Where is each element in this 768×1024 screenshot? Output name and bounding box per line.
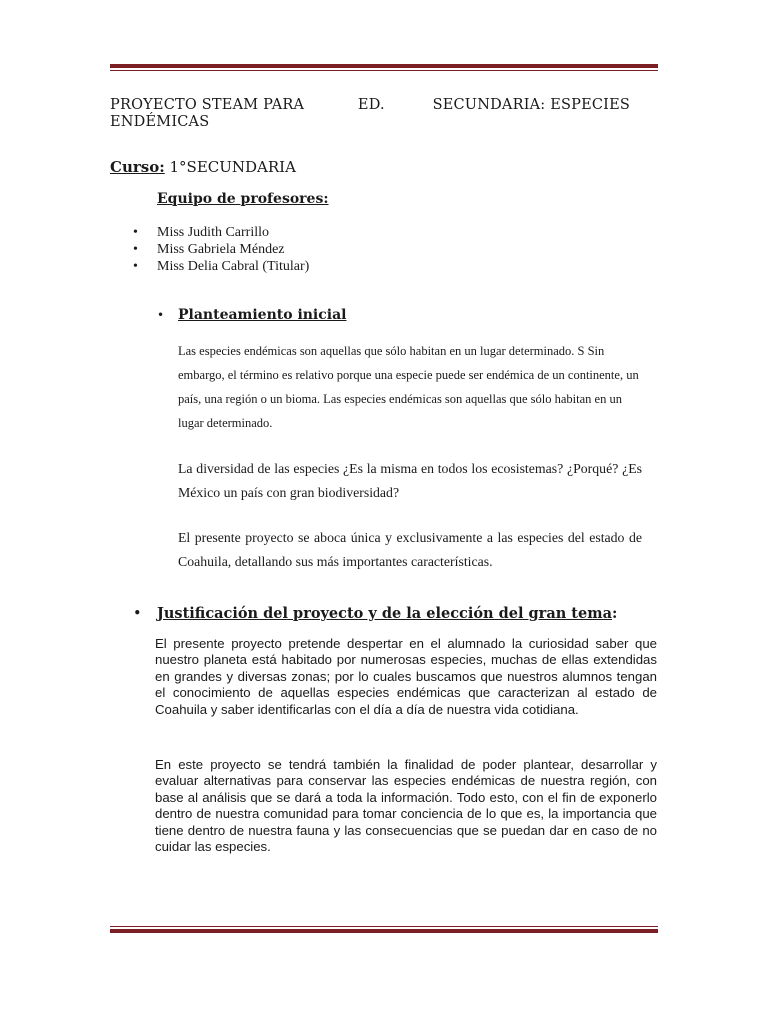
teacher-name: Miss Judith Carrillo (157, 225, 270, 240)
title-line-2: ENDÉMICAS (110, 114, 210, 130)
teachers-list (133, 224, 309, 275)
section-2-heading-line (133, 605, 617, 622)
section-1-heading: Planteamiento inicial (178, 307, 347, 323)
section-2-paragraph-1: El presente proyecto pretende despertar en el alumnado la curiosidad saber que nuestro planeta está habitado por numerosas especies, muchas de ellas extendidas en grandes y diversas zonas; por lo cuales buscamos que nuestros alumnos tengan el conocimiento de aquellas especies endémicas que caracterizan al estado de Coahuila y saber identificarlas con el día a día de nuestra vida cotidiana. (155, 636, 657, 717)
teacher-name: Miss Delia Cabral (Titular) (157, 259, 310, 274)
bullet-icon: • (133, 259, 138, 274)
curso-line (110, 158, 296, 176)
title-part-1: PROYECTO STEAM PARA (110, 97, 305, 113)
bullet-icon: • (133, 606, 142, 622)
document-title (110, 97, 630, 131)
equipo-heading: Equipo de profesores: (157, 191, 329, 207)
section-2-heading: Justificación del proyecto y de la elección del gran tema (157, 605, 612, 622)
section-2-paragraph-2: En este proyecto se tendrá también la finalidad de poder plantear, desarrollar y evaluar alternativas para conservar las especies endémicas de nuestra región, con base al análisis que se dará a toda la información. Todo esto, con el fin de exponerlo dentro de nuestra comunidad para tomar conciencia de lo que es, la importancia que tiene dentro de nuestra fauna y las consecuencias que se puedan dar en caso de no cuidar las especies. (155, 757, 657, 855)
title-part-2: ED. (357, 97, 385, 113)
curso-label: Curso: (110, 158, 165, 176)
teacher-name: Miss Gabriela Méndez (157, 242, 285, 257)
section-1-paragraph-3: El presente proyecto se aboca única y exclusivamente a las especies del estado de Coahuila, detallando sus más importantes características. (178, 530, 642, 569)
section-1-heading-line (157, 307, 347, 323)
header-rule (110, 64, 658, 71)
bullet-icon: • (133, 225, 138, 240)
list-item (133, 224, 309, 241)
bullet-icon: • (157, 308, 165, 322)
list-item (133, 258, 309, 275)
section-2-colon: : (611, 605, 618, 622)
bullet-icon: • (133, 242, 138, 257)
section-1-paragraph-1: Las especies endémicas son aquellas que sólo habitan en un lugar determinado. S Sin embargo, el término es relativo porque una especie puede ser endémica de un continente, un país, una región o un bioma. Las especies endémicas son aquellas que sólo habitan en un lugar determinado. (178, 344, 639, 430)
section-1-paragraph-2: La diversidad de las especies ¿Es la misma en todos los ecosistemas? ¿Porqué? ¿Es México un país con gran biodiversidad? (178, 461, 642, 500)
title-part-3: SECUNDARIA: ESPECIES (432, 97, 630, 113)
footer-rule (110, 926, 658, 933)
list-item (133, 241, 309, 258)
curso-value: 1°SECUNDARIA (164, 158, 296, 176)
